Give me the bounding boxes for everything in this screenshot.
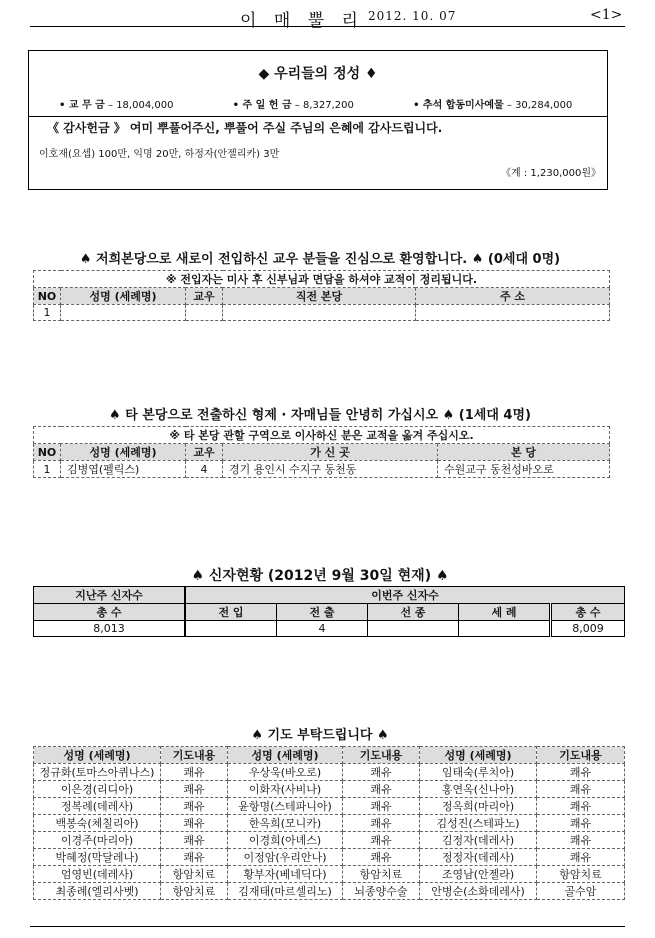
prayer-intention: 골수암 bbox=[537, 883, 625, 900]
divider bbox=[29, 116, 607, 117]
table-row bbox=[34, 832, 625, 849]
donation-sum: 《계 : 1,230,000원》 bbox=[501, 168, 601, 179]
col-header: 선 종 bbox=[368, 604, 459, 621]
col-header: 전 입 bbox=[185, 604, 277, 621]
members-table bbox=[33, 586, 625, 637]
prayer-name: 임태숙(루치아) bbox=[420, 764, 537, 781]
prayer-name: 엄영빈(데레사) bbox=[34, 866, 161, 883]
prayer-intention: 쾌유 bbox=[343, 815, 420, 832]
prayer-intention: 쾌유 bbox=[343, 781, 420, 798]
col-header: 가 신 곳 bbox=[223, 444, 438, 461]
members-title: ♠ 신자현황 (2012년 9월 30일 현재) ♠ bbox=[191, 568, 449, 584]
prayer-intention: 뇌종양수술 bbox=[343, 883, 420, 900]
last-week-label: 지난주 신자수 bbox=[34, 587, 186, 604]
prayer-intention: 쾌유 bbox=[343, 798, 420, 815]
offering-box bbox=[28, 50, 608, 190]
prayer-intention: 쾌유 bbox=[161, 832, 228, 849]
table-row: 1 김병엽(펠릭스) 4 경기 용인시 수지구 동천동 수원교구 동천성바오로 bbox=[34, 461, 610, 478]
prayer-intention: 쾌유 bbox=[537, 764, 625, 781]
bulletin-title: 이 매 뿔 리 bbox=[240, 11, 364, 31]
prayer-name: 한옥희(모니카) bbox=[228, 815, 343, 832]
prayer-intention: 쾌유 bbox=[537, 832, 625, 849]
col-header: 성명 (세례명) bbox=[61, 288, 186, 305]
col-header: 성명 (세례명) bbox=[420, 747, 537, 764]
prayer-name: 조영남(안젤라) bbox=[420, 866, 537, 883]
prayer-intention: 쾌유 bbox=[343, 832, 420, 849]
col-header: 직전 본당 bbox=[223, 288, 416, 305]
prayer-name: 홍연옥(신나아) bbox=[420, 781, 537, 798]
page-number: <1> bbox=[590, 7, 623, 23]
col-header: 교우 bbox=[186, 444, 223, 461]
prayer-name: 윤항명(스테파니아) bbox=[228, 798, 343, 815]
prayer-name: 최종례(엘리사벳) bbox=[34, 883, 161, 900]
col-header: 총 수 bbox=[551, 604, 625, 621]
total-item: • 주 일 헌 금 – 8,327,200 bbox=[232, 100, 354, 111]
prayer-intention: 쾌유 bbox=[161, 781, 228, 798]
total-item: • 교 무 금 – 18,004,000 bbox=[59, 100, 174, 111]
prayer-intention: 쾌유 bbox=[161, 798, 228, 815]
thanks-message: 《 감사헌금 》 여미 뿌풀어주신, 뿌풀어 주실 주님의 은혜에 감사드립니다. bbox=[47, 121, 443, 135]
col-header: 성명 (세례명) bbox=[228, 747, 343, 764]
col-header: 주 소 bbox=[416, 288, 610, 305]
prayer-intention: 쾌유 bbox=[537, 815, 625, 832]
prayer-name: 백봉숙(체칠리아) bbox=[34, 815, 161, 832]
prayer-name: 이화자(사비나) bbox=[228, 781, 343, 798]
col-header: 기도내용 bbox=[161, 747, 228, 764]
prayer-intention: 항암치료 bbox=[343, 866, 420, 883]
table-row bbox=[34, 781, 625, 798]
prayer-intention: 항암치료 bbox=[537, 866, 625, 883]
table-row bbox=[34, 849, 625, 866]
bulletin-date: 2012. 10. 07 bbox=[368, 9, 457, 23]
table-row: 1 bbox=[34, 305, 610, 321]
col-header: 총 수 bbox=[34, 604, 186, 621]
prayer-name: 박혜정(막달레나) bbox=[34, 849, 161, 866]
prayer-name: 정복례(데레사) bbox=[34, 798, 161, 815]
prayer-intention: 쾌유 bbox=[343, 849, 420, 866]
prayer-name: 안병순(소화데레사) bbox=[420, 883, 537, 900]
prayer-name: 김정자(데레사) bbox=[420, 832, 537, 849]
prayer-name: 정옥희(마리아) bbox=[420, 798, 537, 815]
total-item: • 추석 합동미사예물 – 30,284,000 bbox=[413, 100, 573, 111]
offering-title: ◆ 우리들의 정성 ♦ bbox=[258, 66, 378, 82]
col-header: 전 출 bbox=[277, 604, 368, 621]
table-row: 8,013 4 8,009 bbox=[34, 621, 625, 637]
col-header: 세 례 bbox=[459, 604, 551, 621]
transfer-in-table bbox=[33, 270, 610, 321]
col-header: 교우 bbox=[186, 288, 223, 305]
page-header bbox=[30, 4, 625, 31]
prayer-intention: 쾌유 bbox=[537, 798, 625, 815]
transfer-in-note: ※ 전입자는 미사 후 신부님과 면담을 하셔야 교적이 정리됩니다. bbox=[34, 271, 610, 288]
col-header: 기도내용 bbox=[343, 747, 420, 764]
prayer-intention: 쾌유 bbox=[161, 764, 228, 781]
table-row bbox=[34, 815, 625, 832]
transfer-out-title: ♠ 타 본당으로 전출하신 형제 · 자매님들 안녕히 가십시오 ♠ (1세대 4명) bbox=[109, 408, 531, 423]
prayer-intention: 쾌유 bbox=[161, 849, 228, 866]
table-row bbox=[34, 883, 625, 900]
this-week-label: 이번주 신자수 bbox=[185, 587, 625, 604]
col-header: NO bbox=[34, 444, 61, 461]
prayer-intention: 항암치료 bbox=[161, 866, 228, 883]
transfer-out-note: ※ 타 본당 관할 구역으로 이사하신 분은 교적을 옮겨 주십시오. bbox=[34, 427, 610, 444]
prayer-name: 이경주(마리아) bbox=[34, 832, 161, 849]
prayer-intention: 쾌유 bbox=[537, 781, 625, 798]
table-row bbox=[34, 798, 625, 815]
prayer-name: 정규화(토마스아퀴나스) bbox=[34, 764, 161, 781]
donor-list: 이호재(요셉) 100만, 익명 20만, 하정자(안젤리카) 3만 bbox=[39, 149, 280, 160]
prayer-intention: 쾌유 bbox=[343, 764, 420, 781]
transfer-in-title: ♠ 저희본당으로 새로이 전입하신 교우 분들을 진심으로 환영합니다. ♠ (0세대 0명) bbox=[79, 252, 561, 267]
prayer-name: 김성진(스테파노) bbox=[420, 815, 537, 832]
table-row bbox=[34, 866, 625, 883]
prayer-name: 김재태(마르셀리노) bbox=[228, 883, 343, 900]
col-header: NO bbox=[34, 288, 61, 305]
offering-totals bbox=[59, 96, 628, 111]
prayer-intention: 쾌유 bbox=[537, 849, 625, 866]
table-row bbox=[34, 764, 625, 781]
transfer-out-table bbox=[33, 426, 610, 478]
col-header: 성명 (세례명) bbox=[61, 444, 186, 461]
prayer-name: 이은경(리디아) bbox=[34, 781, 161, 798]
prayer-name: 이정암(우리안나) bbox=[228, 849, 343, 866]
prayer-table bbox=[33, 746, 625, 900]
prayer-name: 이경희(아녜스) bbox=[228, 832, 343, 849]
prayer-name: 정정자(데레사) bbox=[420, 849, 537, 866]
prayer-intention: 쾌유 bbox=[161, 815, 228, 832]
col-header: 성명 (세례명) bbox=[34, 747, 161, 764]
prayer-name: 황부자(베네딕다) bbox=[228, 866, 343, 883]
prayer-name: 우상욱(바오로) bbox=[228, 764, 343, 781]
footer-rule bbox=[30, 926, 625, 927]
prayer-title: ♠ 기도 부탁드립니다 ♠ bbox=[251, 728, 389, 743]
col-header: 본 당 bbox=[438, 444, 610, 461]
col-header: 기도내용 bbox=[537, 747, 625, 764]
prayer-intention: 항암치료 bbox=[161, 883, 228, 900]
